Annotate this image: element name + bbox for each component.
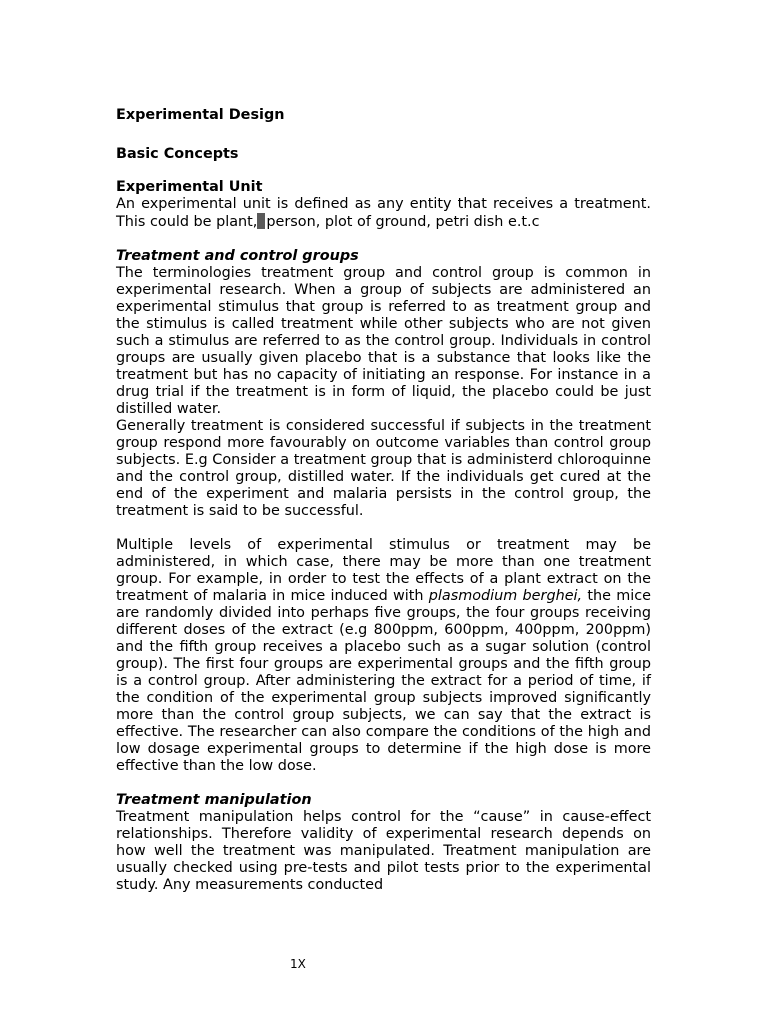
paragraph-3-text-end: the mice are randomly divided into perhaps five groups, the four groups receiving different doses of the extract (e.g 800ppm, 600ppm, 400ppm, 200ppm) and the fifth group receives a placebo such as a sugar solution (control group). The first four groups are experimental groups and the fifth group is a control group. After administering the extract for a period of time, if the condition of the experimental group subjects improved significantly more than the control group subjects, we can say that the extract is effective. The researcher can also compare the conditions of the high and low dosage experimental groups to determine if the high dose is more effective than the low dose. <box>116 588 651 774</box>
treatment-control-heading: Treatment and control groups <box>116 248 359 264</box>
document-title: Experimental Design <box>116 107 285 123</box>
treatment-manipulation-heading: Treatment manipulation <box>116 792 312 808</box>
treatment-control-paragraph-3[interactable] <box>116 537 651 775</box>
treatment-manipulation-paragraph[interactable]: Treatment manipulation helps control for the “cause” in cause-effect relationships. Therefore validity of experimental research depends on how well the treatment was manipulated. Treatment manipulation are usually checked using pre-tests and pilot tests prior to the experimental study. Any measurements conducted <box>116 809 651 893</box>
paragraph-3-text-start: Multiple levels of experimental stimulus or treatment may be administered, in which case, there may be more than one treatment group. For example, in order to test the effects of a plant extract on the treatment of malaria in mice induced with <box>116 537 651 604</box>
text-cursor <box>257 213 265 229</box>
document-page <box>116 107 651 894</box>
experimental-unit-heading: Experimental Unit <box>116 179 263 195</box>
species-name: plasmodium berghei, <box>428 588 583 604</box>
treatment-control-paragraph-2[interactable]: Generally treatment is considered successful if subjects in the treatment group respond more favourably on outcome variables than control group subjects. E.g Consider a treatment group that is administerd chloroquinne and the control group, distilled water. If the individuals get cured at the end of the experiment and malaria persists in the control group, the treatment is said to be successful. <box>116 418 651 519</box>
treatment-control-paragraph-1[interactable]: The terminologies treatment group and control group is common in experimental research. When a group of subjects are administered an experimental stimulus that group is referred to as treatment group and the stimulus is called treatment while other subjects who are not given such a stimulus are referred to as the control group. Individuals in control groups are usually given placebo that is a substance that looks like the treatment but has no capacity of initiating an response. For instance in a drug trial if the treatment is in form of liquid, the placebo could be just distilled water. <box>116 265 651 417</box>
page-number: 1X <box>290 957 306 971</box>
experimental-unit-text-end: person, plot of ground, petri dish e.t.c <box>266 214 540 230</box>
experimental-unit-paragraph[interactable] <box>116 196 651 231</box>
experimental-unit-text-start: An experimental unit is defined as any entity that receives a treatment. This could be plant, <box>116 196 651 230</box>
section-heading: Basic Concepts <box>116 146 239 162</box>
